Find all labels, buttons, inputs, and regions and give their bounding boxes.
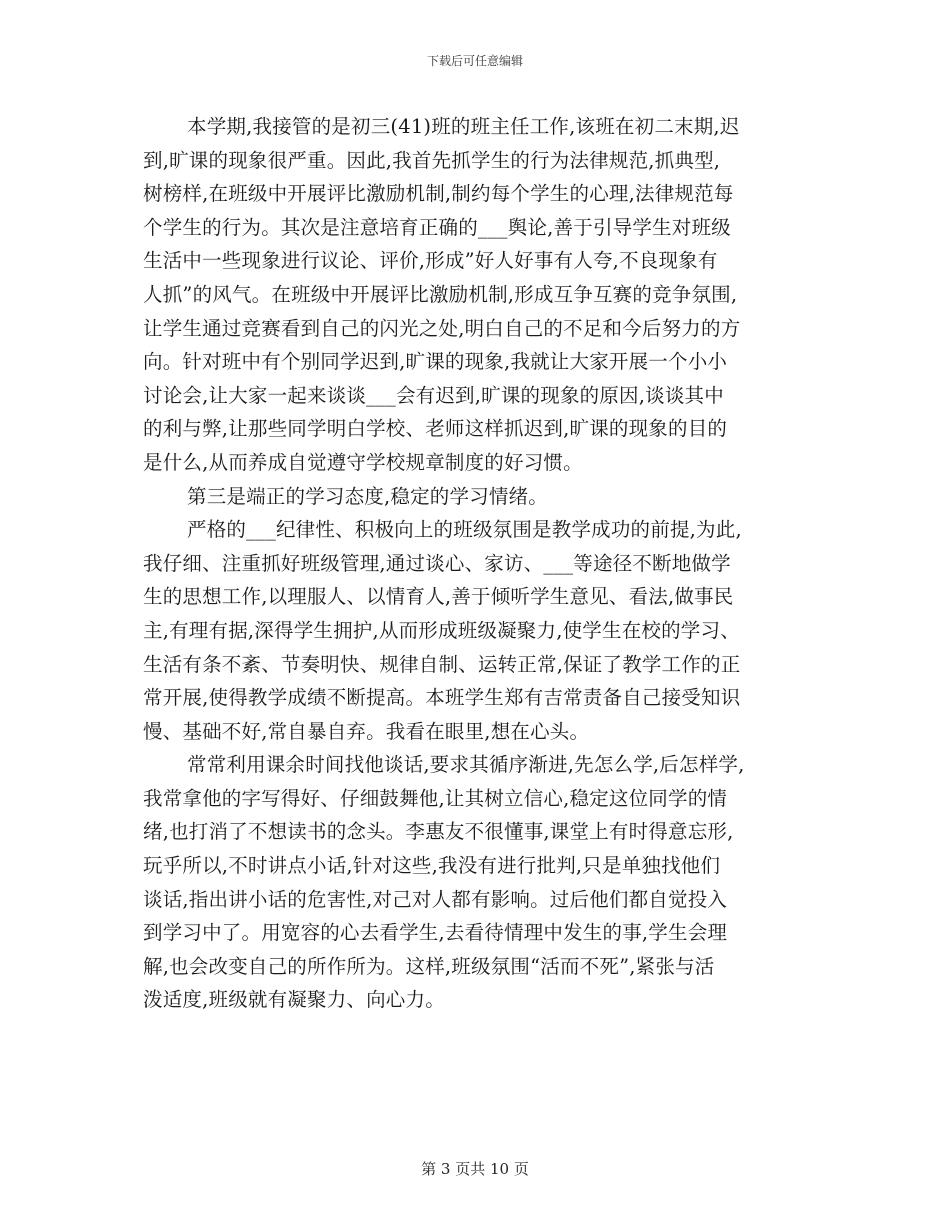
text-line: 我常拿他的字写得好、仔细鼓舞他,让其树立信心,稳定这位同学的情 [143,786,728,810]
text-line: 慢、基础不好,常自暴自弃。我看在眼里,想在心头。 [143,719,590,743]
text-line: 谈话,指出讲小话的危害性,对己对人都有影响。过后他们都自觉投入 [143,887,728,911]
text-line: 生活有条不紊、节奏明快、规律自制、运转正常,保证了教学工作的正 [143,652,741,676]
text-line: 常常利用课余时间找他谈话,要求其循序渐进,先怎么学,后怎样学, [187,753,745,777]
text-line: 树榜样,在班级中开展评比激励机制,制约每个学生的心理,法律规范每 [143,182,734,206]
text-line: 生的思想工作,以理服人、以情育人,善于倾听学生意见、看法,做事民 [143,585,734,609]
text-line: 我仔细、注重抓好班级管理,通过谈心、家访、___等途径不断地做学 [143,551,731,575]
document-body [143,110,815,1017]
text-line: 是什么,从而养成自觉遵守学校规章制度的好习惯。 [143,450,583,474]
text-line: 向。针对班中有个别同学迟到,旷课的现象,我就让大家开展一个小小 [143,350,728,374]
text-line: 泼适度,班级就有凝聚力、向心力。 [143,988,445,1012]
text-line: 生活中一些现象进行议论、评价,形成”好人好事有人夸,不良现象有 [143,249,718,273]
text-line: 人抓”的风气。在班级中开展评比激励机制,形成互争互赛的竞争氛围, [143,282,738,306]
text-line: 本学期,我接管的是初三(41)班的班主任工作,该班在初二末期,迟 [187,115,740,138]
text-line: 讨论会,让大家一起来谈谈___会有迟到,旷课的现象的原因,谈谈其中 [143,383,724,407]
text-line: 常开展,使得教学成绩不断提高。本班学生郑有吉常责备自己接受知识 [143,686,741,710]
text-line: 绪,也打消了不想读书的念头。李惠友不很懂事,课堂上有时得意忘形, [143,820,734,844]
text-line: 主,有理有据,深得学生拥护,从而形成班级凝聚力,使学生在校的学习、 [143,618,740,642]
text-line: 让学生通过竞赛看到自己的闪光之处,明白自己的不足和今后努力的方 [143,316,741,340]
text-line: 解,也会改变自己的所作所为。这样,班级氛围“活而不死”,紧张与活 [143,954,715,978]
text-line: 玩乎所以,不时讲点小话,针对这些,我没有进行批判,只是单独找他们 [143,854,721,878]
page-footer: 第 3 页共 10 页 [421,1160,529,1178]
text-line: 第三是端正的学习态度,稳定的学习情绪。 [187,484,548,508]
text-line: 到,旷课的现象很严重。因此,我首先抓学生的行为法律规范,抓典型, [143,148,721,172]
text-line: 的利与弊,让那些同学明白学校、老师这样抓迟到,旷课的现象的目的 [143,417,728,441]
text-line: 个学生的行为。其次是注意培育正确的___舆论,善于引导学生对班级 [143,215,731,239]
page-header: 下载后可任意编辑 [426,54,523,68]
text-line: 到学习中了。用宽容的心去看学生,去看待情理中发生的事,学生会理 [143,921,728,945]
text-line: 严格的___纪律性、积极向上的班级氛围是教学成功的前提,为此, [187,518,742,542]
